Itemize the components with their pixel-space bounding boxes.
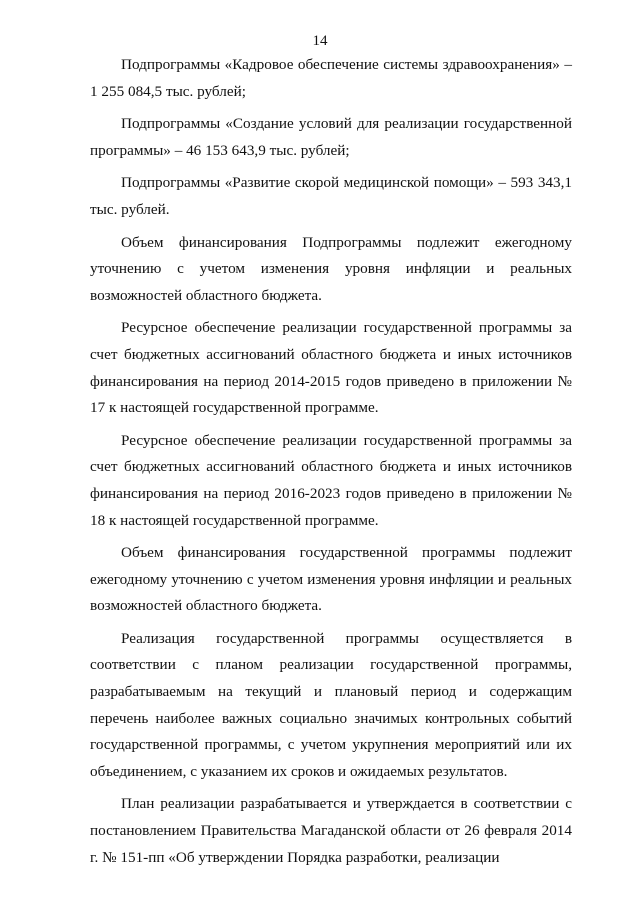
paragraph-program-funding-adjustment: Объем финансирования государственной программы подлежит ежегодному уточнению с учетом изменения уровня инфляции и реальных возможностей областного бюджета.	[90, 544, 572, 615]
paragraph-subprogram-conditions: Подпрограммы «Создание условий для реализации государственной программы» – 46 153 643,9 тыс. рублей;	[90, 115, 572, 159]
paragraph-subprogram-emergency: Подпрограммы «Развитие скорой медицинской помощи» – 593 343,1 тыс. рублей.	[90, 174, 572, 218]
paragraph-plan-approval: План реализации разрабатывается и утверждается в соответствии с постановлением Правительства Магаданской области от 26 февраля 2014 г. № 151-пп «Об утверждении Порядка разработки, реализации	[90, 795, 572, 866]
document-body	[90, 52, 572, 871]
paragraph-subprogram-funding-adjustment: Объем финансирования Подпрограммы подлежит ежегодному уточнению с учетом изменения уровня инфляции и реальных возможностей областного бюджета.	[90, 233, 572, 304]
paragraph-subprogram-staffing: Подпрограммы «Кадровое обеспечение системы здравоохранения» – 1 255 084,5 тыс. рублей;	[90, 56, 572, 100]
paragraph-resources-2014-2015: Ресурсное обеспечение реализации государственной программы за счет бюджетных ассигнований областного бюджета и иных источников финансирования на период 2014-2015 годов приведено в приложении № 17 к настоящей государственной программе.	[90, 319, 572, 417]
page-number: 14	[312, 33, 328, 49]
paragraph-implementation-plan: Реализация государственной программы осуществляется в соответствии с планом реализации государственной программы, разрабатываемым на текущий и плановый период и содержащим перечень наиболее важных социально значимых контрольных событий государственной программы, с учетом укрупнения мероприятий или их объединением, с указанием их сроков и ожидаемых результатов.	[90, 629, 572, 780]
paragraph-resources-2016-2023: Ресурсное обеспечение реализации государственной программы за счет бюджетных ассигнований областного бюджета и иных источников финансирования на период 2016-2023 годов приведено в приложении № 18 к настоящей государственной программе.	[90, 431, 572, 529]
